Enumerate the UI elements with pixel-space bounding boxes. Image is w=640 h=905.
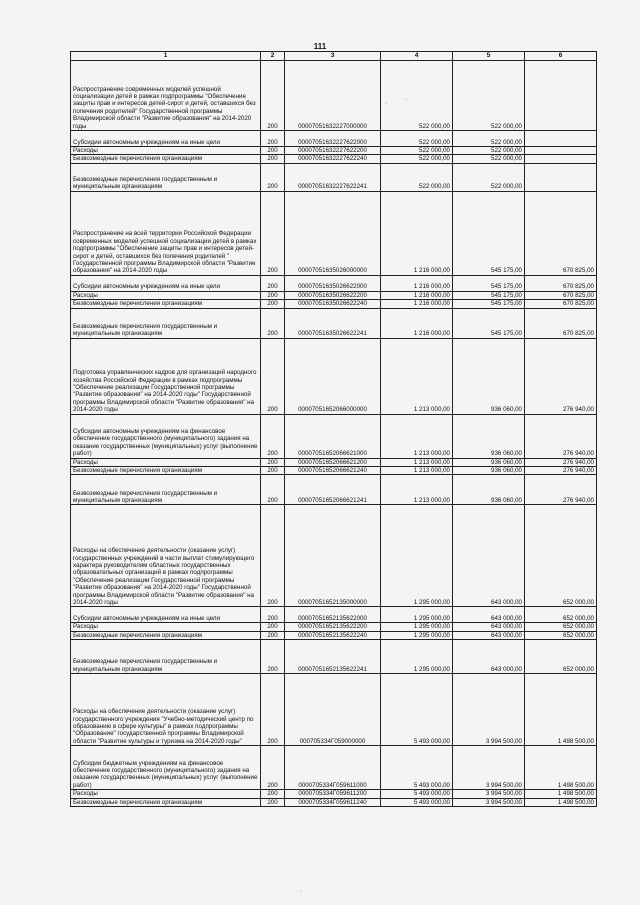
row-subcode: 200 <box>261 131 285 147</box>
table-row <box>71 155 597 163</box>
row-amount-col5: 545 175,00 <box>453 191 525 275</box>
row-amount-col4: 1 295 000,00 <box>381 631 453 639</box>
row-subcode: 200 <box>261 163 285 191</box>
row-amount-col5: 545 175,00 <box>453 275 525 291</box>
row-amount-col6: 670 825,00 <box>525 308 597 338</box>
header-col-4: 4 <box>381 52 453 61</box>
header-col-6: 6 <box>525 52 597 61</box>
row-description: Безвозмездные перечисления организациям <box>71 798 261 806</box>
row-budget-code: 00007051632227622200 <box>285 147 381 155</box>
row-amount-col6: 670 825,00 <box>525 191 597 275</box>
row-subcode: 200 <box>261 790 285 798</box>
table-row <box>71 191 597 275</box>
table-row <box>71 414 597 458</box>
table-row <box>71 674 597 746</box>
row-amount-col6: 652 000,00 <box>525 631 597 639</box>
row-amount-col4: 522 000,00 <box>381 131 453 147</box>
row-amount-col6 <box>525 163 597 191</box>
header-col-2: 2 <box>261 52 285 61</box>
row-amount-col5: 522 000,00 <box>453 61 525 131</box>
table-row <box>71 291 597 299</box>
row-description: Субсидии автономным учреждениям на иные цели <box>71 275 261 291</box>
header-col-5: 5 <box>453 52 525 61</box>
scan-speck: · <box>300 888 303 895</box>
table-row <box>71 640 597 674</box>
row-budget-code: 0007053З4Г059000000 <box>285 674 381 746</box>
page-number: 111 <box>313 42 327 51</box>
row-amount-col4: 5 493 000,00 <box>381 746 453 790</box>
row-subcode: 200 <box>261 467 285 475</box>
row-budget-code: 00007051652135000000 <box>285 505 381 607</box>
table-row <box>71 458 597 466</box>
row-amount-col4: 1 295 000,00 <box>381 623 453 631</box>
header-col-3: 3 <box>285 52 381 61</box>
row-budget-code: 00007051635026000000 <box>285 191 381 275</box>
row-budget-code: 00007051652066621000 <box>285 414 381 458</box>
row-description: Расходы <box>71 790 261 798</box>
row-description: Распространение на всей территории Российской Федерации современных моделей успешной социализации детей в рамках подпрограммы "Обеспечение защиты прав и интересов детей-сирот и детей, оставшихся без попечения родителей " Государственной программы Владимирской области "Развитие образования" на 2014-2020 годы <box>71 191 261 275</box>
row-description: Безвозмездные перечисления государственным и муниципальным организациям <box>71 640 261 674</box>
row-budget-code: 00007051652066621240 <box>285 467 381 475</box>
table-row <box>71 798 597 806</box>
row-amount-col4: 1 295 000,00 <box>381 640 453 674</box>
table-row <box>71 467 597 475</box>
row-subcode: 200 <box>261 674 285 746</box>
row-budget-code: 00007051632227000000 <box>285 61 381 131</box>
row-subcode: 200 <box>261 155 285 163</box>
row-amount-col4: 522 000,00 <box>381 163 453 191</box>
row-amount-col4: 1 216 000,00 <box>381 275 453 291</box>
row-subcode: 200 <box>261 458 285 466</box>
row-description: Субсидии автономным учреждениям на иные цели <box>71 607 261 623</box>
table-row <box>71 623 597 631</box>
row-amount-col6 <box>525 147 597 155</box>
table-row <box>71 61 597 131</box>
row-budget-code: 00007051635026622000 <box>285 275 381 291</box>
row-amount-col5: 936 060,00 <box>453 414 525 458</box>
row-subcode: 200 <box>261 505 285 607</box>
row-budget-code: 0000705334Г059611000 <box>285 746 381 790</box>
row-amount-col5: 643 000,00 <box>453 631 525 639</box>
row-amount-col5: 936 060,00 <box>453 458 525 466</box>
row-amount-col4: 1 213 000,00 <box>381 458 453 466</box>
row-amount-col4: 522 000,00 <box>381 155 453 163</box>
row-amount-col4: 1 213 000,00 <box>381 467 453 475</box>
row-description: Безвозмездные перечисления организациям <box>71 631 261 639</box>
row-amount-col4: 5 493 000,00 <box>381 674 453 746</box>
row-description: Расходы <box>71 623 261 631</box>
table-row <box>71 308 597 338</box>
row-description: Расходы <box>71 291 261 299</box>
row-description: Субсидии бюджетным учреждениям на финансовое обеспечение государственного (муниципального) задания на оказание государственных (муниципальных) услуг (выполнение работ) <box>71 746 261 790</box>
row-amount-col5: 522 000,00 <box>453 155 525 163</box>
row-budget-code: 0000705334Г059611200 <box>285 790 381 798</box>
table-row <box>71 163 597 191</box>
row-budget-code: 00007051635026622241 <box>285 308 381 338</box>
row-budget-code: 00007051632227622241 <box>285 163 381 191</box>
row-amount-col4: 1 213 000,00 <box>381 475 453 505</box>
row-description: Расходы <box>71 458 261 466</box>
row-amount-col5: 522 000,00 <box>453 131 525 147</box>
row-subcode: 200 <box>261 308 285 338</box>
row-amount-col6: 276 940,00 <box>525 475 597 505</box>
table-row <box>71 746 597 790</box>
row-amount-col6: 652 000,00 <box>525 640 597 674</box>
row-amount-col4: 1 213 000,00 <box>381 338 453 414</box>
table-row <box>71 475 597 505</box>
row-budget-code: 00007051652066000000 <box>285 338 381 414</box>
row-description: Безвозмездные перечисления государственным и муниципальным организациям <box>71 475 261 505</box>
row-description: Расходы на обеспечение деятельности (оказание услуг) государственного учреждения "Учебно-методический центр по образованию в сфере культуры" в рамках подпрограммы "Образование" государственной программы Владимирской области "Развитие культуры и туризма на 2014-2020 годы" <box>71 674 261 746</box>
row-amount-col5: 643 000,00 <box>453 623 525 631</box>
row-amount-col6: 276 940,00 <box>525 467 597 475</box>
row-amount-col4: 1 216 000,00 <box>381 291 453 299</box>
row-subcode: 200 <box>261 338 285 414</box>
row-description: Безвозмездные перечисления государственным и муниципальным организациям <box>71 163 261 191</box>
row-subcode: 200 <box>261 147 285 155</box>
row-budget-code: 00007051635026622200 <box>285 291 381 299</box>
row-description: Безвозмездные перечисления организациям <box>71 155 261 163</box>
row-amount-col5: 936 060,00 <box>453 467 525 475</box>
row-amount-col5: 545 175,00 <box>453 291 525 299</box>
row-amount-col6: 670 825,00 <box>525 291 597 299</box>
row-amount-col6: 652 000,00 <box>525 607 597 623</box>
row-subcode: 200 <box>261 798 285 806</box>
row-description: Расходы <box>71 147 261 155</box>
table-row <box>71 131 597 147</box>
header-col-1: 1 <box>71 52 261 61</box>
row-description: Безвозмездные перечисления организациям <box>71 467 261 475</box>
row-budget-code: 00007051652135622200 <box>285 623 381 631</box>
row-amount-col6 <box>525 131 597 147</box>
table-header-row <box>71 52 597 61</box>
row-subcode: 200 <box>261 300 285 308</box>
scan-speck: · <box>385 100 388 107</box>
row-description: Субсидии автономным учреждениям на иные цели <box>71 131 261 147</box>
row-budget-code: 00007051632227622000 <box>285 131 381 147</box>
row-budget-code: 00007051652066621200 <box>285 458 381 466</box>
row-amount-col6: 670 825,00 <box>525 275 597 291</box>
row-amount-col5: 643 000,00 <box>453 607 525 623</box>
row-amount-col4: 1 295 000,00 <box>381 505 453 607</box>
row-subcode: 200 <box>261 746 285 790</box>
row-amount-col6: 1 498 500,00 <box>525 674 597 746</box>
row-budget-code: 00007051652066621241 <box>285 475 381 505</box>
row-description: Безвозмездные перечисления государственным и муниципальным организациям <box>71 308 261 338</box>
row-description: Субсидии автономным учреждениям на финансовое обеспечение государственного (муниципального) задания на оказание государственных (муниципальных) услуг (выполнение работ) <box>71 414 261 458</box>
row-budget-code: 00007051652135622000 <box>285 607 381 623</box>
row-amount-col4: 522 000,00 <box>381 61 453 131</box>
row-description: Безвозмездные перечисления организациям <box>71 300 261 308</box>
row-subcode: 200 <box>261 414 285 458</box>
row-amount-col5: 522 000,00 <box>453 163 525 191</box>
row-amount-col6: 1 498 500,00 <box>525 746 597 790</box>
row-amount-col5: 3 994 500,00 <box>453 798 525 806</box>
row-amount-col5: 643 000,00 <box>453 505 525 607</box>
table-row <box>71 790 597 798</box>
row-description: Распространение современных моделей успешной социализации детей в рамках подпрограммы "Обеспечение защиты прав и интересов детей-сирот и детей, оставшихся без попечения родителей" Государственной программы Владимирской области "Развитие образования" на 2014-2020 годы <box>71 61 261 131</box>
row-amount-col5: 936 060,00 <box>453 338 525 414</box>
row-subcode: 200 <box>261 631 285 639</box>
scan-speck: · <box>405 96 408 103</box>
table-row <box>71 338 597 414</box>
row-amount-col6: 1 498 500,00 <box>525 790 597 798</box>
row-amount-col6 <box>525 155 597 163</box>
row-subcode: 200 <box>261 475 285 505</box>
row-amount-col6: 276 940,00 <box>525 458 597 466</box>
row-amount-col4: 5 493 000,00 <box>381 790 453 798</box>
row-amount-col5: 643 000,00 <box>453 640 525 674</box>
row-amount-col6: 276 940,00 <box>525 414 597 458</box>
budget-table <box>70 51 597 807</box>
row-amount-col5: 522 000,00 <box>453 147 525 155</box>
row-subcode: 200 <box>261 623 285 631</box>
row-amount-col6: 652 000,00 <box>525 505 597 607</box>
row-amount-col5: 545 175,00 <box>453 308 525 338</box>
row-amount-col5: 3 994 500,00 <box>453 790 525 798</box>
table-row <box>71 631 597 639</box>
row-amount-col4: 5 493 000,00 <box>381 798 453 806</box>
row-description: Подготовка управленческих кадров для организаций народного хозяйства Российской Федерации в рамках подпрограммы "Обеспечение реализации Государственной программы "Развитие образования" на 2014-2020 годы" Государственной программы Владимирской области "Развитие образования" на 2014-2020 годы <box>71 338 261 414</box>
row-amount-col6 <box>525 61 597 131</box>
table-row <box>71 275 597 291</box>
table-row <box>71 300 597 308</box>
row-amount-col5: 3 994 500,00 <box>453 674 525 746</box>
row-amount-col4: 1 216 000,00 <box>381 308 453 338</box>
row-amount-col4: 1 295 000,00 <box>381 607 453 623</box>
row-amount-col4: 1 216 000,00 <box>381 300 453 308</box>
row-subcode: 200 <box>261 640 285 674</box>
row-budget-code: 00007051652135622241 <box>285 640 381 674</box>
row-subcode: 200 <box>261 607 285 623</box>
row-budget-code: 00007051652135622240 <box>285 631 381 639</box>
row-budget-code: 00007051632227622240 <box>285 155 381 163</box>
row-amount-col6: 670 825,00 <box>525 300 597 308</box>
row-amount-col6: 276 940,00 <box>525 338 597 414</box>
table-row <box>71 505 597 607</box>
table-body <box>71 61 597 807</box>
row-subcode: 200 <box>261 61 285 131</box>
row-subcode: 200 <box>261 291 285 299</box>
row-amount-col4: 522 000,00 <box>381 147 453 155</box>
row-amount-col5: 936 060,00 <box>453 475 525 505</box>
row-amount-col6: 1 498 500,00 <box>525 798 597 806</box>
table-row <box>71 607 597 623</box>
row-subcode: 200 <box>261 191 285 275</box>
row-subcode: 200 <box>261 275 285 291</box>
row-amount-col5: 545 175,00 <box>453 300 525 308</box>
row-amount-col5: 3 994 500,00 <box>453 746 525 790</box>
row-amount-col4: 1 216 000,00 <box>381 191 453 275</box>
row-amount-col6: 652 000,00 <box>525 623 597 631</box>
row-amount-col4: 1 213 000,00 <box>381 414 453 458</box>
row-description: Расходы на обеспечение деятельности (оказание услуг) государственных учреждений в части выплат стимулирующего характера руководителям областных государственных образовательных организаций в рамках подпрограммы "Обеспечение реализации Государственной программы "Развитие образования" на 2014-2020 годы" Государственной программы Владимирской области "Развитие образования" на 2014-2020 годы <box>71 505 261 607</box>
row-budget-code: 0000705334Г059611240 <box>285 798 381 806</box>
row-budget-code: 00007051635026622240 <box>285 300 381 308</box>
table-row <box>71 147 597 155</box>
